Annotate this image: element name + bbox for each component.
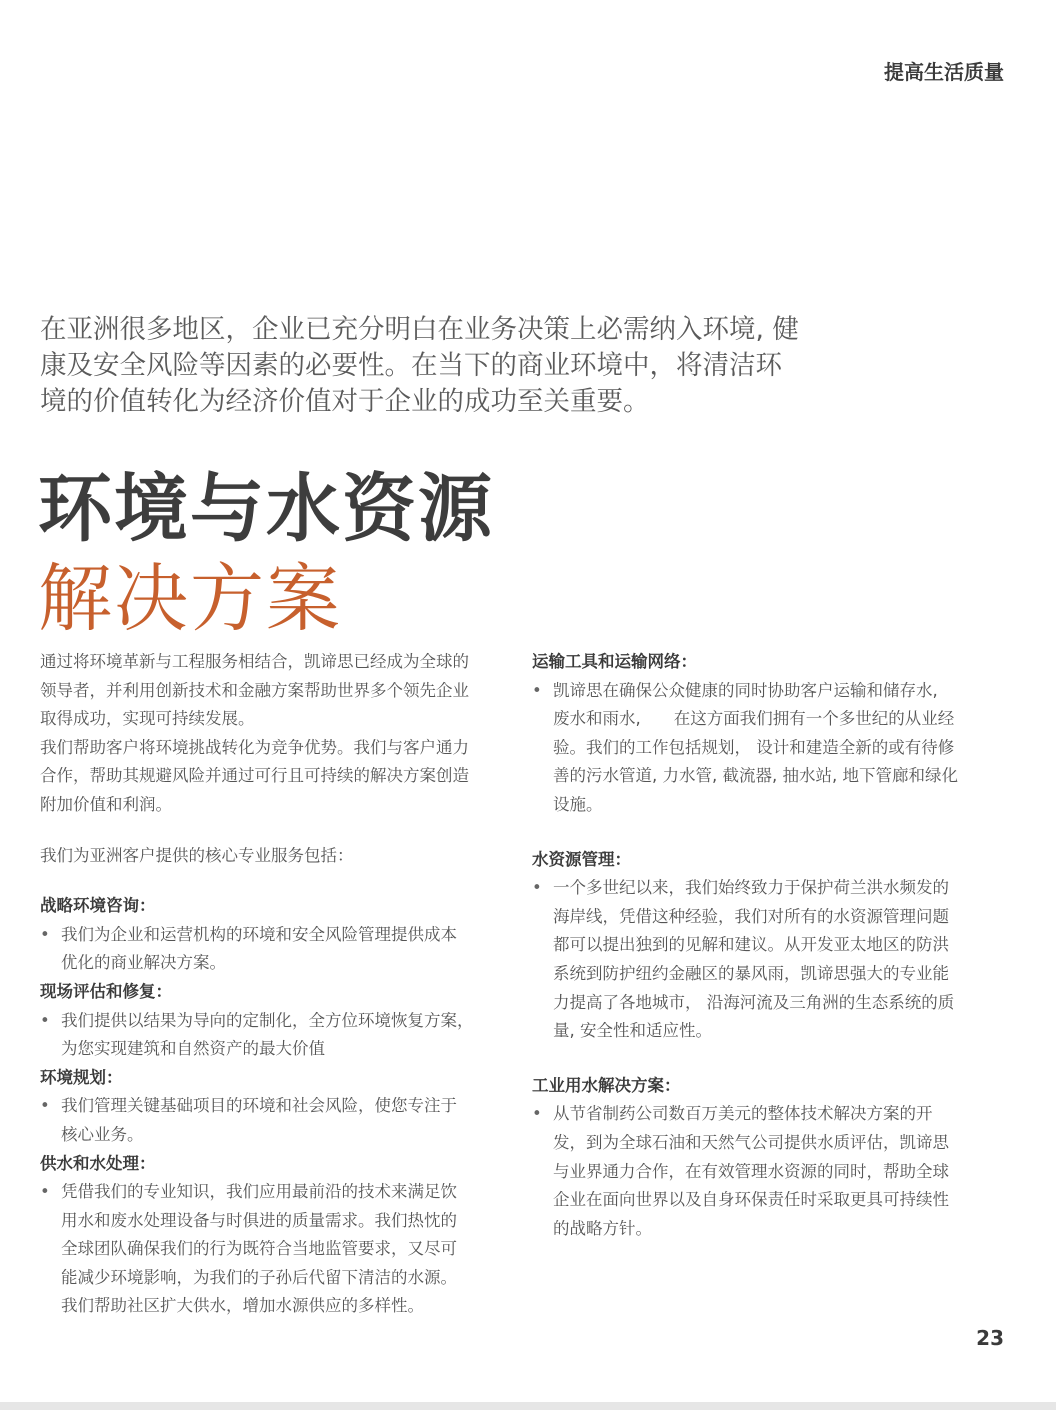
text-line: 优化的商业解决方案。 [61, 953, 226, 973]
page-title-main: 环境与水资源 [38, 466, 494, 552]
section-heading-site-assessment: 现场评估和修复： [40, 981, 172, 1001]
text-line: 通过将环境革新与工程服务相结合，凯谛思已经成为全球的 [40, 652, 469, 671]
bullet-item [532, 1100, 996, 1243]
bullet-item [40, 1007, 515, 1064]
page-number: 23 [976, 1326, 1004, 1350]
section-heading-industrial-water: 工业用水解决方案： [532, 1075, 681, 1095]
text-line: 我们为企业和运营机构的环境和安全风险管理提供成本 [61, 924, 457, 944]
lede-line: 康及安全风险等因素的必要性。在当下的商业环境中，将清洁环 [40, 350, 782, 381]
section-heading-strategy: 战略环境咨询： [40, 896, 156, 916]
bullet-icon: • [40, 1182, 50, 1202]
text-line: 核心业务。 [61, 1124, 144, 1144]
bullet-item [532, 874, 996, 1046]
text-line: 领导者，并利用创新技术和金融方案帮助世界多个领先企业 [40, 680, 469, 700]
lede-paragraph [40, 312, 880, 420]
left-column [40, 648, 515, 1321]
text-line: 能减少环境影响，为我们的子孙后代留下清洁的水源。 [61, 1267, 457, 1287]
text-line: 都可以提出独到的见解和建议。从开发亚太地区的防洪 [553, 935, 949, 955]
text-line: 用水和废水处理设备与时俱进的质量需求。我们热忱的 [61, 1210, 457, 1230]
text-line: 企业在面向世界以及自身环保责任时采取更具可持续性 [553, 1190, 949, 1210]
text-line: 我们帮助社区扩大供水，增加水源供应的多样性。 [61, 1296, 424, 1316]
section-tag: 提高生活质量 [884, 60, 1004, 84]
text-line: 设施。 [553, 794, 603, 814]
text-line: 发，到为全球石油和天然气公司提供水质评估，凯谛思 [553, 1132, 949, 1152]
bullet-icon: • [40, 1010, 50, 1030]
text-line: 我们帮助客户将环境挑战转化为竞争优势。我们与客户通力 [40, 737, 469, 757]
section-heading-transport: 运输工具和运输网络： [532, 652, 697, 671]
text-line: 的战略方针。 [553, 1218, 652, 1238]
section-heading-water-supply: 供水和水处理： [40, 1153, 156, 1173]
page-title-accent: 解决方案 [38, 556, 342, 642]
section-heading-water-management: 水资源管理： [532, 849, 631, 869]
text-line: 从节省制药公司数百万美元的整体技术解决方案的开 [553, 1104, 933, 1124]
text-line: 为您实现建筑和自然资产的最大价值 [61, 1039, 325, 1059]
text-line: 量, 安全性和适应性。 [553, 1021, 712, 1041]
bullet-icon: • [532, 680, 542, 700]
text-line: 一个多世纪以来，我们始终致力于保护荷兰洪水频发的 [553, 878, 949, 898]
text-line: 海岸线，凭借这种经验，我们对所有的水资源管理问题 [553, 906, 949, 926]
text-line: 附加价值和利润。 [40, 794, 172, 814]
text-line: 废水和雨水, 在这方面我们拥有一个多世纪的从业经 [553, 709, 955, 729]
bullet-icon: • [40, 924, 50, 944]
text-line: 验。我们的工作包括规划， 设计和建造全新的或有待修 [553, 737, 955, 757]
intro-paragraph-1 [40, 648, 515, 734]
right-column [532, 648, 996, 1243]
text-line: 合作，帮助其规避风险并通过可行且可持续的解决方案创造 [40, 766, 469, 786]
text-line: 凭借我们的专业知识，我们应用最前沿的技术来满足饮 [61, 1182, 457, 1202]
bullet-icon: • [532, 878, 542, 898]
bullet-icon: • [40, 1096, 50, 1116]
bottom-rule [0, 1402, 1056, 1410]
text-line: 力提高了各地城市， 沿海河流及三角洲的生态系统的质 [553, 992, 955, 1012]
text-line: 凯谛思在确保公众健康的同时协助客户运输和储存水, [553, 680, 938, 700]
text-line: 全球团队确保我们的行为既符合当地监管要求，又尽可 [61, 1239, 457, 1259]
section-heading-planning: 环境规划： [40, 1067, 123, 1087]
bullet-icon: • [532, 1104, 542, 1124]
services-intro: 我们为亚洲客户提供的核心专业服务包括： [40, 845, 354, 865]
text-line: 系统到防护纽约金融区的暴风雨，凯谛思强大的专业能 [553, 963, 949, 983]
lede-line: 境的价值转化为经济价值对于企业的成功至关重要。 [40, 386, 650, 417]
lede-line: 在亚洲很多地区，企业已充分明白在业务决策上必需纳入环境, 健 [40, 314, 799, 345]
bullet-item [40, 1178, 515, 1321]
bullet-item [40, 921, 515, 978]
text-line: 善的污水管道, 力水管, 截流器, 抽水站, 地下管廊和绿化 [553, 766, 958, 786]
text-line: 与业界通力合作，在有效管理水资源的同时，帮助全球 [553, 1161, 949, 1181]
text-line: 取得成功，实现可持续发展。 [40, 709, 255, 729]
bullet-item [40, 1092, 515, 1149]
text-line: 我们提供以结果为导向的定制化，全方位环境恢复方案， [61, 1010, 474, 1030]
bullet-item [532, 677, 996, 820]
intro-paragraph-2 [40, 734, 515, 820]
text-line: 我们管理关键基础项目的环境和社会风险，使您专注于 [61, 1096, 457, 1116]
